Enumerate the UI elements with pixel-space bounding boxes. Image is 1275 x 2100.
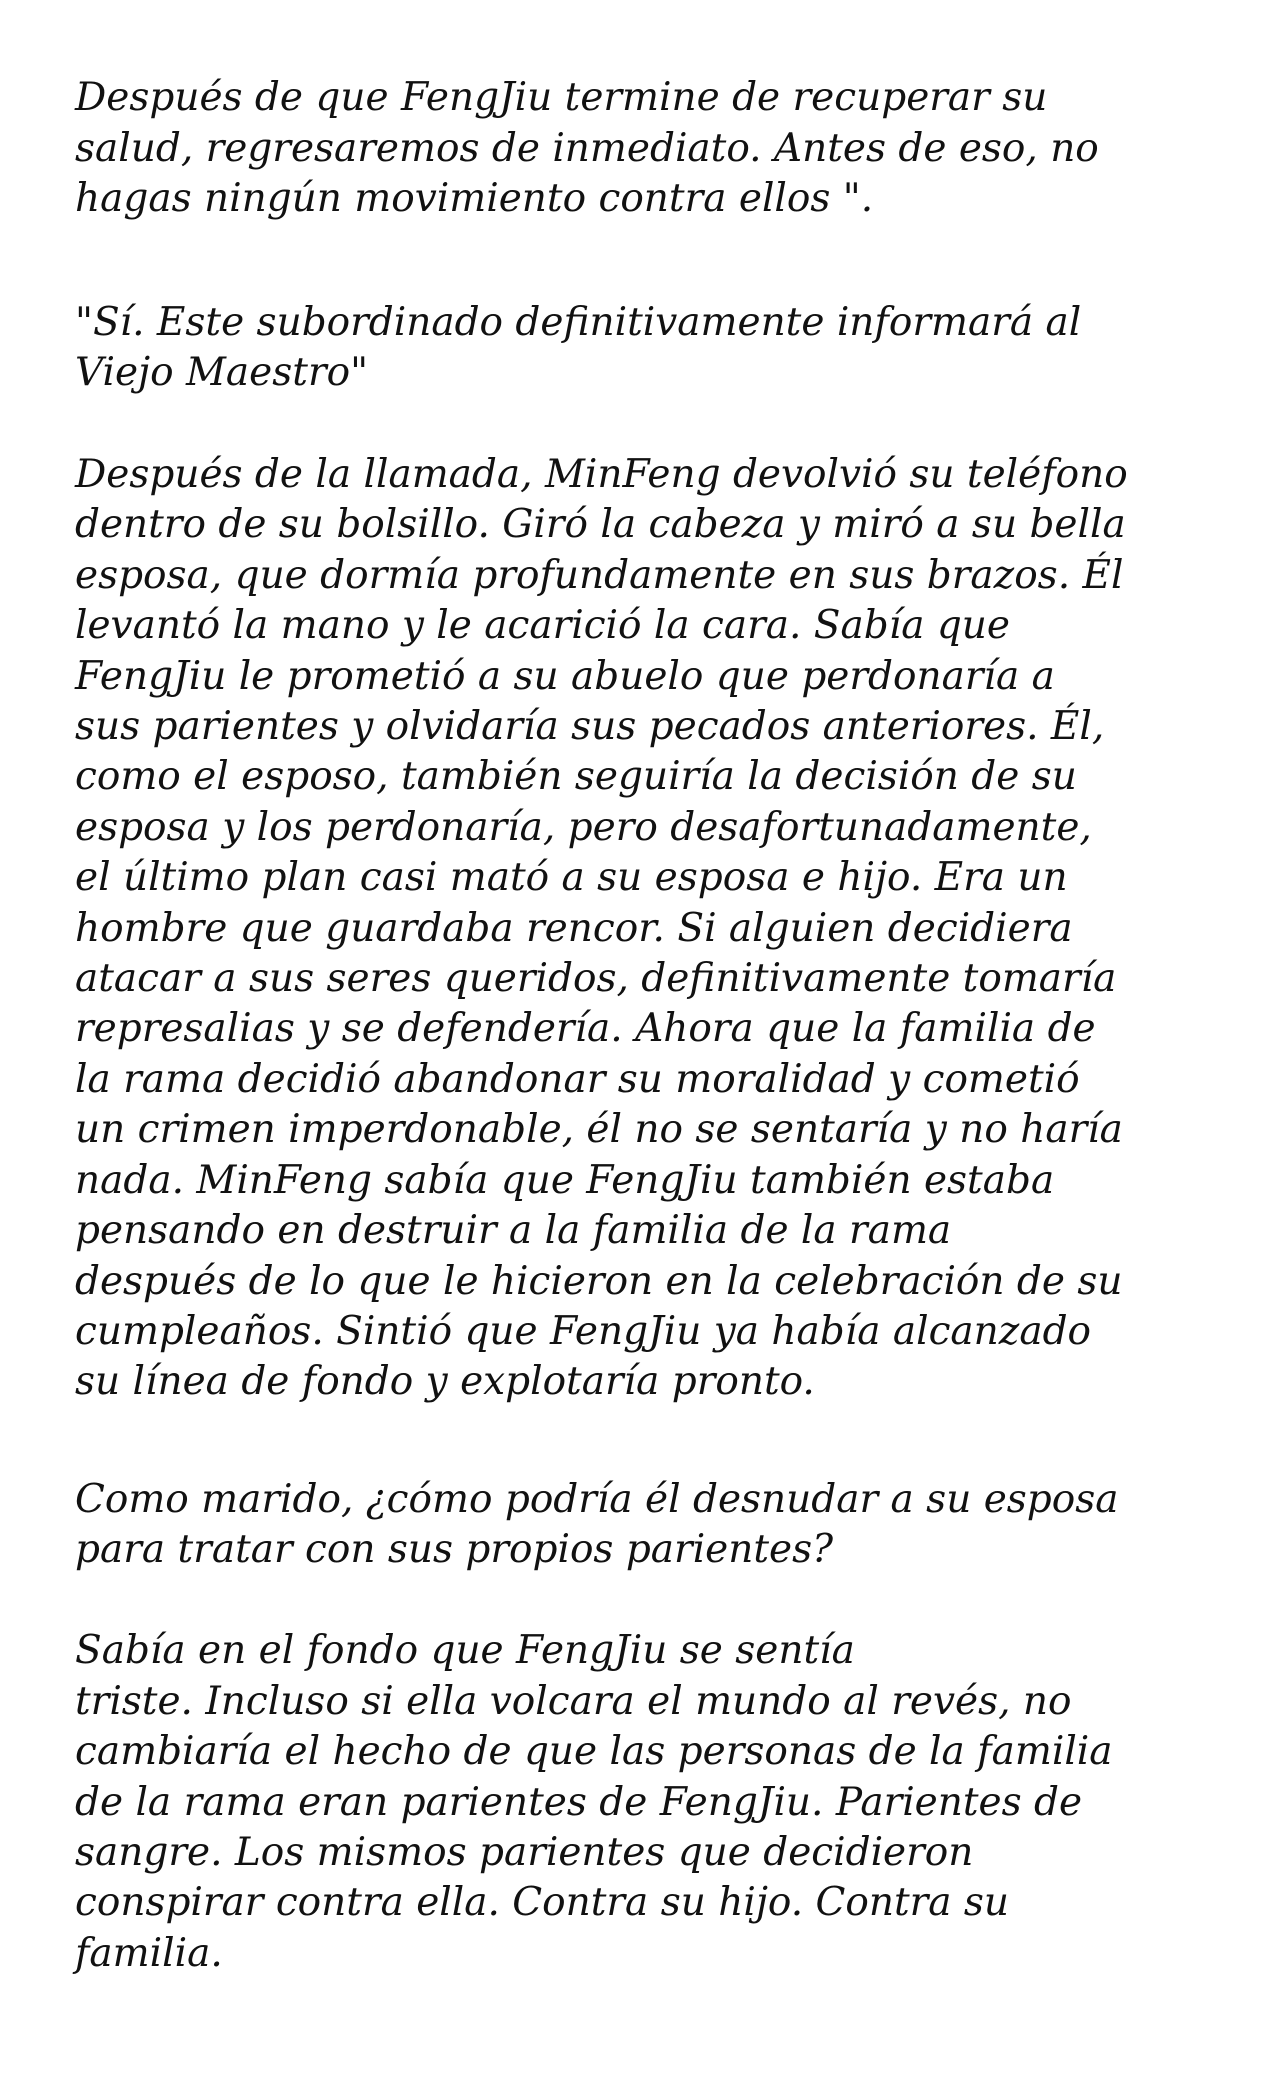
paragraph-5-line-4: de la rama eran parientes de FengJiu. Parientes de: [75, 1780, 1083, 1825]
paragraph-3-line-10: hombre que guardaba rencor. Si alguien decidiera: [75, 906, 1073, 951]
paragraph-3-line-16: pensando en destruir a la familia de la rama: [75, 1208, 952, 1253]
paragraph-1-line-3: hagas ningún movimiento contra ellos ".: [75, 176, 874, 221]
paragraph-3-line-11: atacar a sus seres queridos, definitivamente tomaría: [75, 956, 1117, 1001]
paragraph-4-line-2: para tratar con sus propios parientes?: [75, 1527, 834, 1572]
paragraph-3-line-1: Después de la llamada, MinFeng devolvió su teléfono: [75, 452, 1128, 497]
paragraph-3-line-5: FengJiu le prometió a su abuelo que perdonaría a: [75, 654, 1055, 699]
paragraph-3-line-15: nada. MinFeng sabía que FengJiu también estaba: [75, 1158, 1055, 1203]
paragraph-3-line-13: la rama decidió abandonar su moralidad y cometió: [75, 1057, 1080, 1102]
paragraph-5-line-7: familia.: [75, 1931, 223, 1976]
paragraph-3-line-2: dentro de su bolsillo. Giró la cabeza y miró a su bella: [75, 502, 1126, 547]
paragraph-3-line-17: después de lo que le hicieron en la celebración de su: [75, 1259, 1123, 1304]
paragraph-4-line-1: Como marido, ¿cómo podría él desnudar a su esposa: [75, 1477, 1119, 1522]
paragraph-3-line-3: esposa, que dormía profundamente en sus brazos. Él: [75, 553, 1124, 598]
paragraph-5-line-5: sangre. Los mismos parientes que decidieron: [75, 1830, 974, 1875]
paragraph-5-line-2: triste. Incluso si ella volcara el mundo al revés, no: [75, 1679, 1072, 1724]
paragraph-5-line-3: cambiaría el hecho de que las personas de la familia: [75, 1729, 1113, 1774]
paragraph-3-line-4: levantó la mano y le acarició la cara. Sabía que: [75, 603, 1011, 648]
paragraph-3-line-19: su línea de fondo y explotaría pronto.: [75, 1359, 815, 1404]
paragraph-3-line-8: esposa y los perdonaría, pero desafortunadamente,: [75, 805, 1092, 850]
paragraph-3-line-9: el último plan casi mató a su esposa e hijo. Era un: [75, 855, 1068, 900]
paragraph-3-line-12: represalias y se defendería. Ahora que la familia de: [75, 1006, 1096, 1051]
paragraph-2-line-2: Viejo Maestro": [75, 350, 369, 395]
paragraph-2-line-1: "Sí. Este subordinado definitivamente informará al: [75, 300, 1082, 345]
paragraph-1-line-2: salud, regresaremos de inmediato. Antes de eso, no: [75, 126, 1099, 171]
paragraph-1-line-1: Después de que FengJiu termine de recuperar su: [75, 75, 1048, 120]
paragraph-5-line-1: Sabía en el fondo que FengJiu se sentía: [75, 1628, 855, 1673]
paragraph-5-line-6: conspirar contra ella. Contra su hijo. Contra su: [75, 1880, 1010, 1925]
paragraph-3-line-7: como el esposo, también seguiría la decisión de su: [75, 754, 1077, 799]
paragraph-3-line-6: sus parientes y olvidaría sus pecados anteriores. Él,: [75, 704, 1105, 749]
paragraph-3-line-14: un crimen imperdonable, él no se sentaría y no haría: [75, 1107, 1123, 1152]
paragraph-3-line-18: cumpleaños. Sintió que FengJiu ya había alcanzado: [75, 1309, 1092, 1354]
